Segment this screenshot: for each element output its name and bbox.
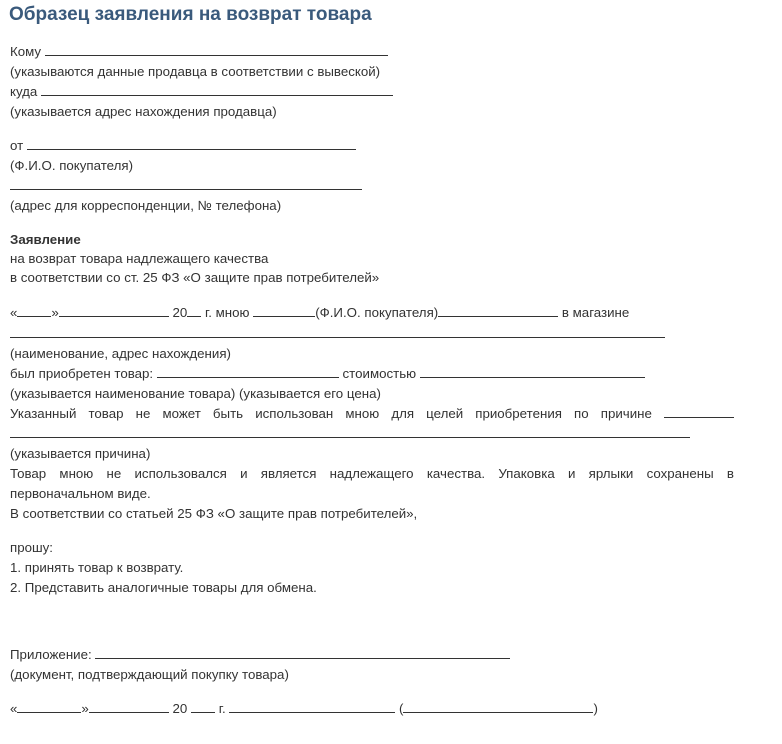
address-line bbox=[10, 178, 362, 194]
quote-close: » bbox=[51, 305, 59, 320]
reason-hint: (указывается причина) bbox=[10, 446, 151, 461]
statement-heading: Заявление bbox=[10, 232, 81, 247]
signer-name-blank[interactable] bbox=[403, 701, 593, 713]
quote-open: « bbox=[10, 305, 18, 320]
reason-text: Указанный товар не может быть использован мною для целей приобретения по причине bbox=[10, 406, 652, 421]
quality-line-2: первоначальном виде. bbox=[10, 486, 151, 501]
purchase-date-line bbox=[10, 305, 629, 321]
where-line bbox=[10, 84, 393, 100]
sign-month-blank[interactable] bbox=[89, 701, 169, 713]
by-me-label: г. мною bbox=[205, 305, 250, 320]
page-title: Образец заявления на возврат товара bbox=[9, 4, 372, 25]
statement-subtitle-1: на возврат товара надлежащего качества bbox=[10, 251, 269, 266]
attachment-hint: (документ, подтверждающий покупку товара) bbox=[10, 667, 289, 682]
quality-line-1: Товар мною не использовался и является надлежащего качества. Упаковка и ярлыки сохранены в bbox=[10, 466, 734, 481]
reason-blank-2[interactable] bbox=[10, 426, 690, 438]
to-hint: (указываются данные продавца в соответствии с вывеской) bbox=[10, 64, 381, 79]
sign-day-blank[interactable] bbox=[17, 701, 81, 713]
shop-hint: (наименование, адрес нахождения) bbox=[10, 346, 231, 361]
year-blank[interactable] bbox=[187, 305, 201, 317]
where-label: куда bbox=[10, 84, 38, 99]
signature-blank[interactable] bbox=[229, 701, 395, 713]
attachment-label: Приложение: bbox=[10, 647, 92, 662]
reason-line-2 bbox=[10, 426, 690, 442]
to-line bbox=[10, 44, 388, 60]
statement-subtitle-2: в соответствии со ст. 25 ФЗ «О защите прав потребителей» bbox=[10, 270, 380, 285]
day-blank[interactable] bbox=[17, 305, 51, 317]
signature-line bbox=[10, 701, 598, 717]
sign-g-label: г. bbox=[218, 701, 226, 716]
sign-year-blank[interactable] bbox=[191, 701, 215, 713]
where-blank[interactable] bbox=[41, 84, 393, 96]
shop-line bbox=[10, 326, 665, 342]
request-item-1: 1. принять товар к возврату. bbox=[10, 560, 184, 575]
request-heading: прошу: bbox=[10, 540, 54, 555]
goods-line bbox=[10, 366, 645, 382]
from-label: от bbox=[10, 138, 24, 153]
year-label: 20 bbox=[172, 305, 188, 320]
paren-open: ( bbox=[399, 701, 404, 716]
to-blank[interactable] bbox=[45, 44, 388, 56]
request-item-2: 2. Представить аналогичные товары для обмена. bbox=[10, 580, 317, 595]
sign-quote-close: » bbox=[81, 701, 89, 716]
reason-line bbox=[10, 406, 734, 422]
name-blank-1[interactable] bbox=[253, 305, 315, 317]
cost-label: стоимостью bbox=[342, 366, 417, 381]
sign-quote-open: « bbox=[10, 701, 18, 716]
paren-close: ) bbox=[593, 701, 598, 716]
cost-blank[interactable] bbox=[420, 366, 645, 378]
name-blank-2[interactable] bbox=[438, 305, 558, 317]
sign-year-label: 20 bbox=[172, 701, 188, 716]
address-hint: (адрес для корреспонденции, № телефона) bbox=[10, 198, 282, 213]
shop-blank[interactable] bbox=[10, 326, 665, 338]
reason-blank-1[interactable] bbox=[664, 406, 734, 418]
goods-blank[interactable] bbox=[157, 366, 339, 378]
address-blank[interactable] bbox=[10, 178, 362, 190]
goods-hint: (указывается наименование товара) (указывается его цена) bbox=[10, 386, 381, 401]
fio-inline-hint: (Ф.И.О. покупателя) bbox=[315, 305, 439, 320]
in-shop-label: в магазине bbox=[561, 305, 630, 320]
month-blank[interactable] bbox=[59, 305, 169, 317]
attachment-blank[interactable] bbox=[95, 647, 510, 659]
from-hint: (Ф.И.О. покупателя) bbox=[10, 158, 134, 173]
where-hint: (указывается адрес нахождения продавца) bbox=[10, 104, 277, 119]
from-blank[interactable] bbox=[27, 138, 356, 150]
from-line bbox=[10, 138, 356, 154]
attachment-line bbox=[10, 647, 510, 663]
goods-label: был приобретен товар: bbox=[10, 366, 154, 381]
to-label: Кому bbox=[10, 44, 42, 59]
law-line: В соответствии со статьей 25 ФЗ «О защите прав потребителей», bbox=[10, 506, 418, 521]
